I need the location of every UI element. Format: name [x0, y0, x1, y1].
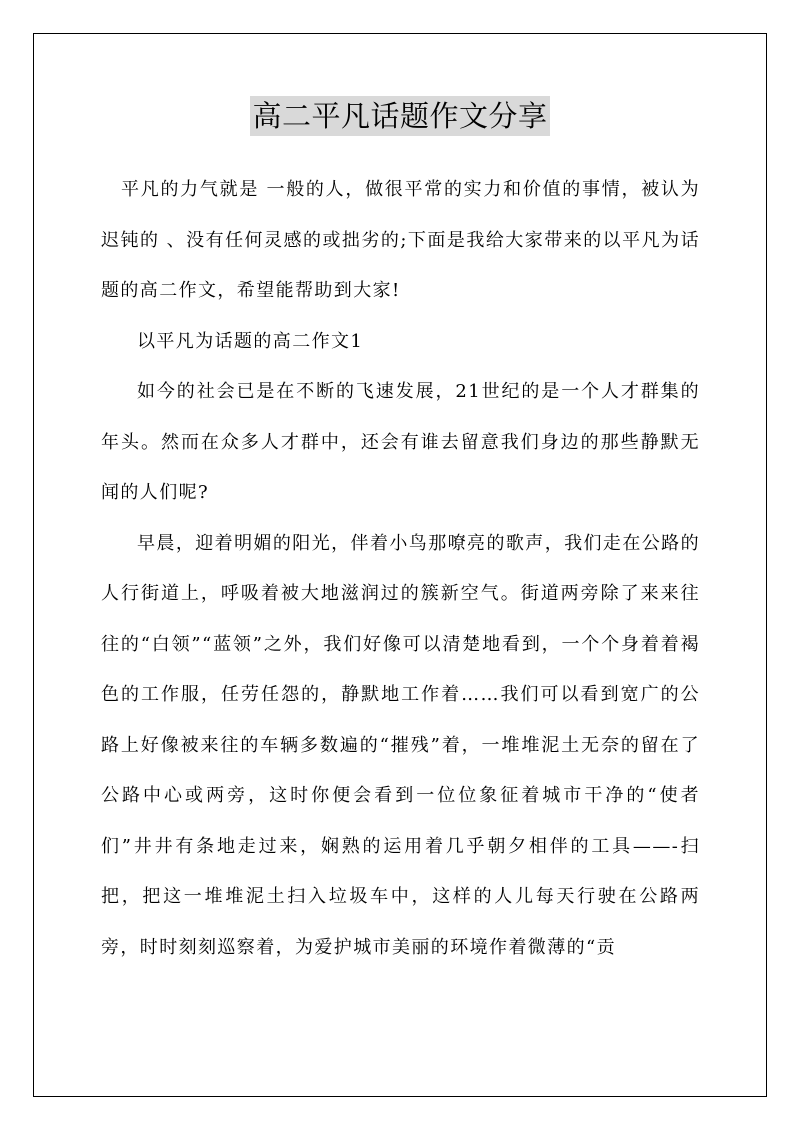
document-body: [101, 165, 700, 973]
document-title: 高二平凡话题作文分享: [250, 96, 549, 136]
intro-paragraph: 平凡的力气就是 一般的人，做很平常的实力和价值的事情，被认为迟钝的 、没有任何灵感的或拙劣的;下面是我给大家带来的以平凡为话题的高二作文，希望能帮助到大家!: [101, 179, 700, 301]
body-paragraph-2: 早晨，迎着明媚的阳光，伴着小鸟那嘹亮的歌声，我们走在公路的人行街道上，呼吸着被大地滋润过的簇新空气。街道两旁除了来来往往的“白领”“蓝领”之外，我们好像可以清楚地看到，一个个身着着褐色的工作服，任劳任怨的，静默地工作着……我们可以看到宽广的公路上好像被来往的车辆多数遍的“摧残”着，一堆堆泥土无奈的留在了公路中心或两旁，这时你便会看到一位位象征着城市干净的“使者们”井井有条地走过来，娴熟的运用着几乎朝夕相伴的工具——-扫把，把这一堆堆泥土扫入垃圾车中，这样的人儿每天行驶在公路两旁，时时刻刻巡察着，为爱护城市美丽的环境作着微薄的“贡: [101, 532, 700, 958]
essay-heading: 以平凡为话题的高二作文1: [137, 330, 364, 352]
body-paragraph-1: 如今的社会已是在不断的飞速发展，21世纪的是一个人才群集的年头。然而在众多人才群中，还会有谁去留意我们身边的那些静默无闻的人们呢?: [101, 381, 700, 503]
title-container: [0, 96, 800, 136]
